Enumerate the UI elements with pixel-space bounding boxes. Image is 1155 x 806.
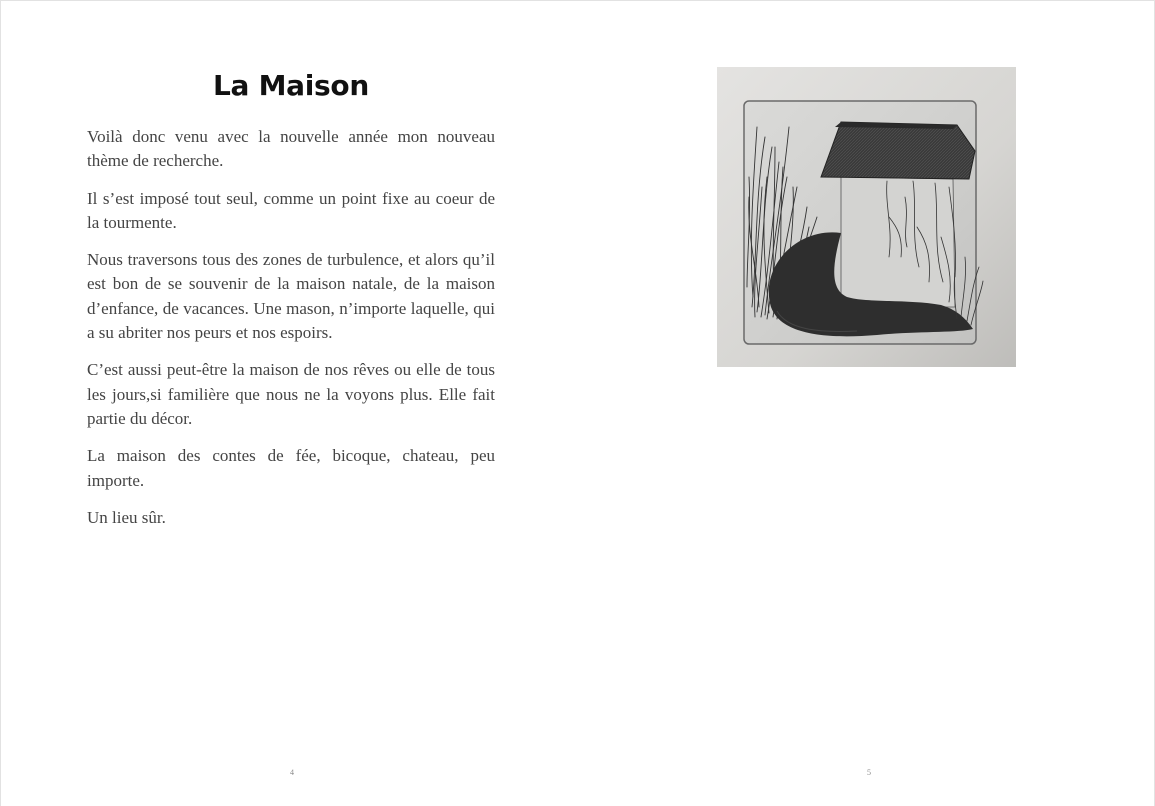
body-text [87, 125, 495, 543]
paragraph-4: C’est aussi peut-être la maison de nos rêves ou elle de tous les jours,si familière que nous ne la voyons plus. Elle fait partie du décor. [87, 360, 495, 428]
page-number-left: 4 [290, 768, 294, 777]
left-page [1, 1, 579, 806]
house-etching-image [717, 67, 1016, 367]
page-title: La Maison [213, 69, 369, 102]
paragraph-6: Un lieu sûr. [87, 507, 166, 527]
paragraph-3: Nous traversons tous des zones de turbulence, et alors qu’il est bon de se souvenir de la maison natale, de la maison d’enfance, de vacances. Une mason, n’importe laquelle, qui a su abriter nos peurs et nos espoirs. [87, 250, 495, 343]
paragraph-1: Voilà donc venu avec la nouvelle année mon nouveau thème de recherche. [87, 127, 495, 171]
etching-illustration [717, 67, 1016, 367]
paragraph-5: La maison des contes de fée, bicoque, chateau, peu importe. [87, 446, 495, 490]
right-page [579, 1, 1155, 806]
page-number-right: 5 [867, 768, 871, 777]
paragraph-2: Il s’est imposé tout seul, comme un point fixe au coeur de la tourmente. [87, 188, 495, 232]
